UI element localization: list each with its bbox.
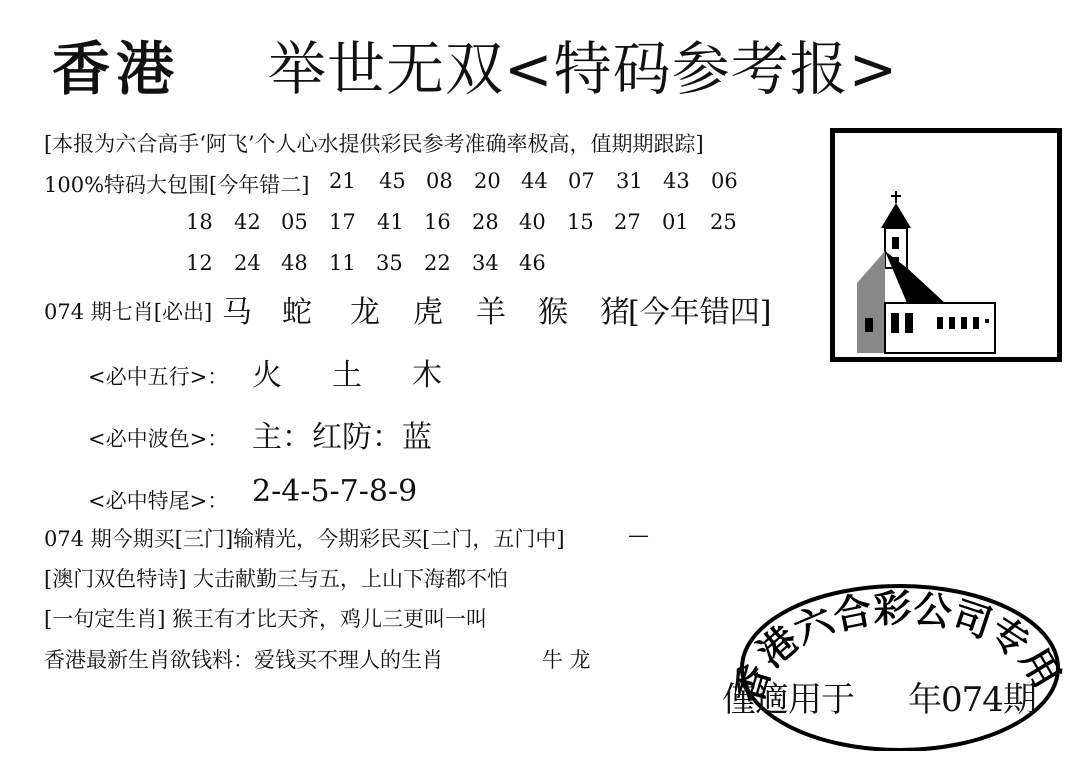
footer-note-suffix: 年074期 bbox=[908, 680, 1036, 720]
picture-frame bbox=[830, 128, 1062, 362]
stamp-seal-icon bbox=[735, 573, 1065, 751]
footer-note bbox=[722, 672, 1036, 721]
numbers-grid bbox=[0, 169, 800, 279]
wave-color-label: <必中波色>： bbox=[88, 427, 229, 451]
number-cell: 44 bbox=[521, 169, 548, 193]
number-cell: 48 bbox=[281, 251, 308, 275]
number-cell: 35 bbox=[376, 251, 403, 275]
zodiac-item: 蛇 bbox=[282, 295, 312, 330]
intro-line: [本报为六合高手‘阿飞’个人心水提供彩民参考准确率极高，值期期跟踪] bbox=[44, 132, 704, 156]
brand-title: 香港 bbox=[52, 35, 181, 103]
number-cell: 12 bbox=[186, 251, 213, 275]
zodiac-item: 猴 bbox=[538, 295, 568, 330]
seal-text: 港六合彩公司专用 bbox=[749, 586, 1065, 696]
poem-line: [澳门双色特诗] 大击献勤三与五，上山下海都不怕 bbox=[44, 567, 509, 591]
number-cell: 42 bbox=[234, 210, 261, 234]
number-cell: 25 bbox=[710, 210, 737, 234]
wave-color-value: 主：红防：蓝 bbox=[252, 420, 432, 455]
number-cell: 43 bbox=[663, 169, 690, 193]
number-cell: 05 bbox=[281, 210, 308, 234]
number-cell: 46 bbox=[519, 251, 546, 275]
number-cell: 21 bbox=[329, 169, 356, 193]
number-cell: 01 bbox=[662, 210, 689, 234]
number-cell: 40 bbox=[519, 210, 546, 234]
church-icon bbox=[835, 133, 1057, 357]
number-cell: 16 bbox=[424, 210, 451, 234]
special-tail-value: 2-4-5-7-8-9 bbox=[252, 474, 418, 509]
number-cell: 24 bbox=[234, 251, 261, 275]
latest-line: 香港最新生肖欲钱料：爱钱买不理人的生肖 bbox=[44, 648, 443, 672]
number-cell: 08 bbox=[426, 169, 453, 193]
number-cell: 22 bbox=[424, 251, 451, 275]
zodiac-item: 龙 bbox=[350, 295, 380, 330]
five-element-value: 土 bbox=[332, 358, 362, 393]
number-cell: 41 bbox=[377, 210, 404, 234]
number-cell: 17 bbox=[329, 210, 356, 234]
company-seal bbox=[735, 573, 1065, 751]
number-cell: 27 bbox=[614, 210, 641, 234]
number-cell: 20 bbox=[474, 169, 501, 193]
headline-title: 举世无双<特码参考报> bbox=[268, 35, 899, 103]
zodiac-label: 074 期七肖[必出] bbox=[44, 300, 213, 324]
number-cell: 34 bbox=[472, 251, 499, 275]
number-cell: 31 bbox=[616, 169, 643, 193]
zodiac-item: 羊 bbox=[476, 295, 506, 330]
numbers-label: 100%特码大包围[今年错二] bbox=[44, 173, 310, 197]
zodiac-item: 猪 bbox=[600, 295, 630, 330]
number-cell: 18 bbox=[186, 210, 213, 234]
number-cell: 11 bbox=[329, 251, 356, 275]
number-cell: 45 bbox=[379, 169, 406, 193]
verse-line: [一句定生肖] 猴王有才比天齐，鸡儿三更叫一叫 bbox=[44, 607, 488, 631]
number-cell: 15 bbox=[567, 210, 594, 234]
number-cell: 07 bbox=[568, 169, 595, 193]
five-elements-label: <必中五行>： bbox=[88, 365, 229, 389]
zodiac-item: 虎 bbox=[413, 295, 443, 330]
five-element-value: 火 bbox=[252, 358, 282, 393]
five-element-value: 木 bbox=[412, 358, 442, 393]
latest-answer: 牛 龙 bbox=[542, 648, 591, 672]
doors-line: 074 期今期买[三门]输精光，今期彩民买[二门，五门中] bbox=[44, 527, 565, 551]
number-cell: 06 bbox=[711, 169, 738, 193]
zodiac-note: [今年错四] bbox=[628, 295, 772, 330]
zodiac-item: 马 bbox=[222, 295, 252, 330]
footer-note-prefix: 僅適用于 bbox=[722, 680, 854, 720]
number-cell: 28 bbox=[472, 210, 499, 234]
doors-dash: — bbox=[628, 523, 649, 547]
special-tail-label: <必中特尾>： bbox=[88, 489, 229, 513]
zodiac-list bbox=[222, 287, 782, 330]
